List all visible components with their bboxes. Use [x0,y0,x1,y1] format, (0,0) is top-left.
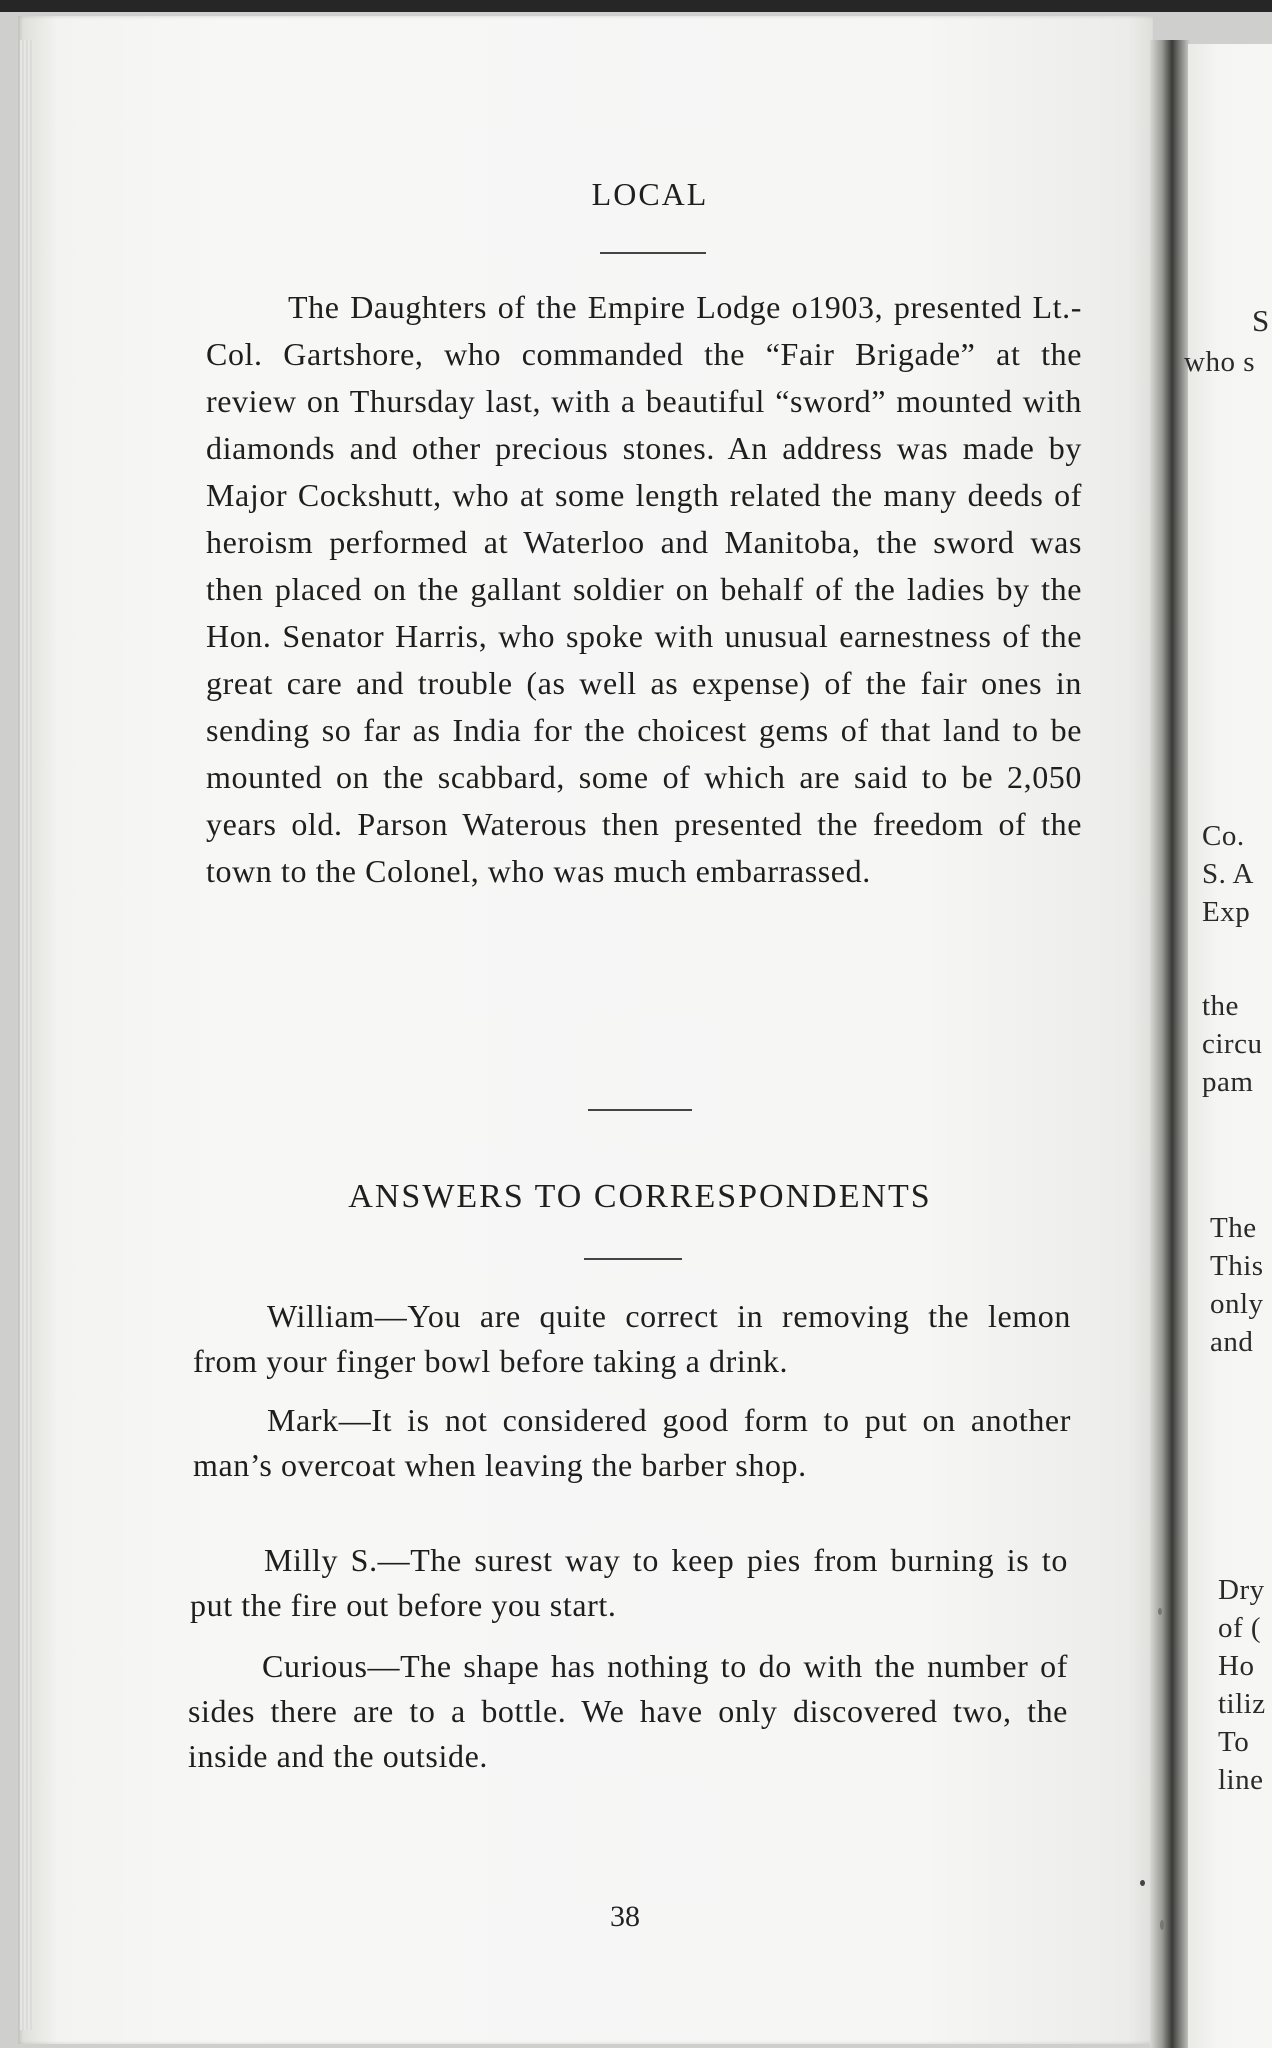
scan-speck [1160,1920,1164,1930]
right-page-fragment: Co. [1202,820,1245,852]
right-page-fragment: This [1210,1250,1264,1282]
answer-mark: Mark—It is not considered good form to put on another man’s overcoat when leaving the barber shop. [193,1402,1071,1483]
right-page-fragment: tiliz [1218,1688,1266,1720]
section-divider [600,252,706,254]
answer-william: William—You are quite correct in removing the lemon from your finger bowl before taking a drink. [193,1298,1071,1379]
right-page-fragment: S. A [1202,858,1254,890]
right-page-fragment: who s [1184,346,1255,378]
page-number: 38 [610,1900,640,1933]
right-page-fragment: Exp [1202,896,1251,928]
right-page-fragment: S [1252,303,1270,338]
right-page-fragment: line [1218,1764,1264,1796]
right-page-fragment: and [1210,1326,1254,1358]
right-page-fragment: pam [1202,1066,1254,1098]
right-page-fragment: the [1202,990,1239,1022]
book-gutter [1150,40,1190,2048]
answer-milly: Milly S.—The surest way to keep pies from burning is to put the fire out before you start. [190,1542,1068,1623]
answers-heading: ANSWERS TO CORRESPONDENTS [348,1178,932,1215]
right-page-fragment: To [1218,1726,1250,1758]
local-heading: LOCAL [591,176,709,212]
right-page-fragment: of ( [1218,1612,1262,1644]
right-page-fragment: only [1210,1288,1264,1320]
right-page-fragment: circu [1202,1028,1263,1060]
right-page-fragment: Dry [1218,1574,1265,1606]
right-page-fragment: The [1210,1212,1257,1244]
scan-speck [1140,1880,1145,1886]
scan-speck [1158,1608,1162,1615]
local-paragraph: The Daughters of the Empire Lodge o1903, presented Lt.-Col. Gartshore, who commanded the “Fair Brigade” at the review on Thursday last, with a beautiful “sword” mounted with diamonds and other precious stones. An address was made by Major Cockshutt, who at some length related the many deeds of heroism performed at Waterloo and Manitoba, the sword was then placed on the gallant soldier on behalf of the ladies by the Hon. Senator Harris, who spoke with unusual earnestness of the great care and trouble (as well as expense) of the fair ones in sending so far as India for the choicest gems of that land to be mounted on the scabbard, some of which are said to be 2,050 years old. Parson Waterous then presented the freedom of the town to the Colonel, who was much embarrassed. [206,289,1082,889]
page-edge-stack [20,40,34,2030]
section-divider [588,1109,692,1111]
answer-curious: Curious—The shape has nothing to do with the number of sides there are to a bottle. We have only discovered two, the inside and the outside. [188,1648,1068,1774]
section-divider [584,1258,682,1260]
right-page-fragment: Ho [1218,1650,1255,1682]
